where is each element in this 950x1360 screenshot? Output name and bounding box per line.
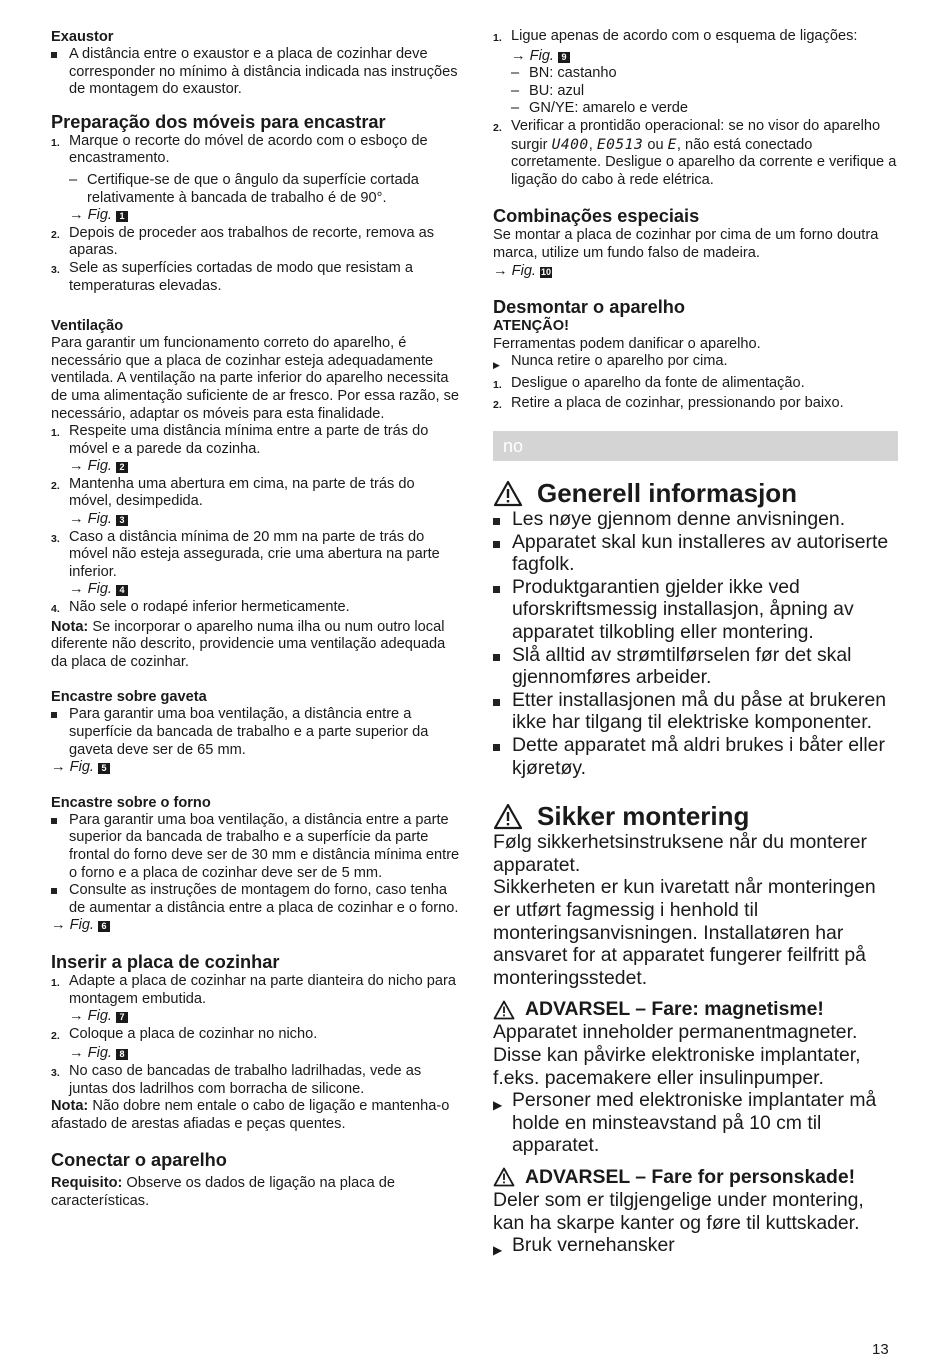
note: Nota: Se incorporar o aparelho numa ilha ou num outro local diferente não descrito, providencie uma ventilação adequada da placa de cozinhar. xyxy=(51,618,446,670)
figure-reference: → Fig. 4 xyxy=(69,581,461,599)
list-item: 4. Não sele o rodapé inferior hermeticamente. xyxy=(51,599,350,616)
list-item: 1. Adapte a placa de cozinhar na parte dianteira do nicho para montagem embutida. xyxy=(51,972,457,1007)
figure-reference: → Fig. 10 xyxy=(493,262,551,279)
section-heading-gaveta: Encastre sobre gaveta xyxy=(51,689,207,706)
paragraph: Følg sikkerhetsinstruksene når du monterer apparatet. xyxy=(493,831,867,876)
warning-title: ADVARSEL – Fare for personskade! xyxy=(493,1166,898,1189)
bullet-square-icon xyxy=(493,518,500,525)
warning-icon xyxy=(493,803,523,830)
page-number: 13 xyxy=(872,1341,889,1358)
section-heading-desmontar: Desmontar o aparelho xyxy=(493,297,686,318)
bullet-square-icon xyxy=(493,586,500,593)
display-code: E xyxy=(667,135,677,153)
requirement: Requisito: Observe os dados de ligação na placa de características. xyxy=(51,1175,395,1209)
figure-reference: → Fig. 2 xyxy=(69,458,461,476)
list-item: 3. Caso a distância mínima de 20 mm na parte de trás do móvel não esteja assegurada, crie uma abertura na parte inferior. xyxy=(51,528,440,580)
list-item: Para garantir uma boa ventilação, a distância entre a superfície da bancada de trabalho e a parte superior da gaveta deve ser de 65 mm. xyxy=(51,706,461,759)
section-heading-preparacao: Preparação dos móveis para encastrar xyxy=(51,111,386,132)
figure-reference: → Fig. 7 xyxy=(69,1008,461,1026)
list-item: 1. Marque o recorte do móvel de acordo com o esboço de encastramento. xyxy=(51,132,428,167)
list-item: Apparatet skal kun installeres av autoriserte fagfolk. xyxy=(493,531,898,576)
paragraph: Para garantir um funcionamento correto do aparelho, é necessário que a placa de cozinhar esteja adequadamente ventilada. A ventilação na parte inferior do aparelho necessita de uma alimentação suficiente de ar fresco. Por essa razão, se necessário, adaptar os móveis para esta finalidade. xyxy=(51,335,460,422)
list-item: Slå alltid av strømtilførselen før det skal gjennomføres arbeider. xyxy=(493,644,898,689)
bullet-square-icon xyxy=(51,712,57,718)
figure-reference: → Fig. 9 xyxy=(511,48,898,66)
list-item: ▶ Nunca retire o aparelho por cima. xyxy=(493,353,898,375)
list-item: Produktgarantien gjelder ikke ved uforskriftsmessig installasjon, åpning av apparatet tilkobling eller montering. xyxy=(493,576,898,644)
bullet-square-icon xyxy=(493,744,500,751)
figure-reference: → Fig. 8 xyxy=(69,1045,461,1063)
list-item: Para garantir uma boa ventilação, a distância entre a parte superior da bancada de trabalho e a superfície da parte frontal do forno deve ser de 30 mm e distância mínima entre o forno e a placa de cozinhar deve ser de 5 mm. xyxy=(51,812,461,882)
figure-reference: → Fig. 3 xyxy=(69,511,461,529)
section-heading-inserir: Inserir a placa de cozinhar xyxy=(51,951,280,972)
section-heading-generell: Generell informasjon xyxy=(493,478,898,508)
list-item: 3. Sele as superfícies cortadas de modo que resistam a temperaturas elevadas. xyxy=(51,259,413,294)
list-item: A distância entre o exaustor e a placa de cozinhar deve corresponder no mínimo à distância indicada nas instruções de montagem do exaustor. xyxy=(51,46,461,99)
paragraph: Ferramentas podem danificar o aparelho. xyxy=(493,335,761,352)
section-heading-conectar: Conectar o aparelho xyxy=(51,1150,227,1171)
list-item: 2. Depois de proceder aos trabalhos de recorte, remova as aparas. xyxy=(51,224,435,259)
list-item: Dette apparatet må aldri brukes i båter eller kjøretøy. xyxy=(493,734,898,779)
section-heading-exaustor: Exaustor xyxy=(51,29,114,45)
bullet-square-icon xyxy=(51,818,57,824)
warning-icon xyxy=(493,1000,515,1020)
list-item: 3. No caso de bancadas de trabalho ladrilhadas, vede as juntas dos ladrilhos com borracha de silicone. xyxy=(51,1062,422,1097)
list-item: – BN: castanho xyxy=(511,65,617,82)
triangle-right-icon: ▶ xyxy=(493,1098,503,1113)
list-item: ▶ Bruk vernehansker xyxy=(493,1234,898,1262)
warning-icon xyxy=(493,480,523,507)
list-item: 2. Mantenha uma abertura em cima, na parte de trás do móvel, desimpedida. xyxy=(51,475,415,510)
list-item: Consulte as instruções de montagem do forno, caso tenha de aumentar a distância entre a placa de cozinhar e o forno. xyxy=(51,882,461,917)
triangle-right-icon: ▶ xyxy=(493,1243,503,1258)
bullet-square-icon xyxy=(493,699,500,706)
right-column xyxy=(493,28,898,1262)
paragraph: Se montar a placa de cozinhar por cima de um forno doutra marca, utilize um fundo falso de madeira. xyxy=(493,227,879,261)
warning-title: ADVARSEL – Fare: magnetisme! xyxy=(493,998,898,1021)
list-item: – GN/YE: amarelo e verde xyxy=(511,100,688,117)
section-heading-combinacoes: Combinações especiais xyxy=(493,206,700,227)
list-item: – Certifique-se de que o ângulo da superfície cortada relativamente à bancada de trabalho é de 90°. xyxy=(69,171,419,206)
triangle-right-icon: ▶ xyxy=(493,360,500,371)
section-heading-sikker: Sikker montering xyxy=(493,801,898,831)
paragraph: Apparatet inneholder permanentmagneter. Disse kan påvirke elektroniske implantater, f.eks. pacemakere eller insulinpumper. xyxy=(493,1021,861,1089)
language-bar: no xyxy=(493,431,898,461)
list-item: Les nøye gjennom denne anvisningen. xyxy=(493,508,898,531)
note: Nota: Não dobre nem entale o cabo de ligação e mantenha-o afastado de arestas afiadas e peças quentes. xyxy=(51,1098,450,1132)
display-code: E0513 xyxy=(596,135,644,153)
attention-label: ATENÇÃO! xyxy=(493,318,569,335)
figure-reference: → Fig. 5 xyxy=(51,759,461,777)
warning-icon xyxy=(493,1167,515,1187)
list-item: ▶ Personer med elektroniske implantater må holde en minsteavstand på 10 cm til apparatet. xyxy=(493,1089,877,1157)
list-item: 1. Ligue apenas de acordo com o esquema de ligações: xyxy=(493,28,858,44)
bullet-square-icon xyxy=(493,541,500,548)
bullet-square-icon xyxy=(51,888,57,894)
list-item: Etter installasjonen må du påse at brukeren ikke har tilgang til elektriske komponenter. xyxy=(493,689,898,734)
figure-reference: → Fig. 6 xyxy=(51,917,461,935)
section-heading-ventilacao: Ventilação xyxy=(51,318,124,335)
bullet-square-icon xyxy=(493,654,500,661)
list-item: 2. Verificar a prontidão operacional: se no visor do aparelho surgir U400, E0513 ou E, não está conectado corretamente. Desligue o aparelho da corrente e verifique a ligação do cabo à rede elétrica. xyxy=(493,117,897,188)
list-item: 2. Coloque a placa de cozinhar no nicho. xyxy=(51,1025,318,1042)
paragraph: Sikkerheten er kun ivaretatt når monteringen er utført fagmessig i henhold til monteringsanvisningen. Installatøren har ansvaret for at apparatet fungerer feilfritt på monteringsstedet. xyxy=(493,876,876,989)
section-heading-forno: Encastre sobre o forno xyxy=(51,794,211,811)
list-item: – BU: azul xyxy=(511,82,585,99)
figure-reference: → Fig. 1 xyxy=(69,207,461,225)
bullet-square-icon xyxy=(51,52,57,58)
paragraph: Deler som er tilgjengelige under montering, kan ha skarpe kanter og føre til kuttskader. xyxy=(493,1188,864,1234)
list-item: 1. Desligue o aparelho da fonte de alimentação. xyxy=(493,374,805,391)
list-item: 2. Retire a placa de cozinhar, pressionando por baixo. xyxy=(493,394,844,411)
left-column xyxy=(51,28,461,1210)
display-code: U400 xyxy=(551,135,589,153)
list-item: 1. Respeite uma distância mínima entre a parte de trás do móvel e a parede da cozinha. xyxy=(51,423,429,457)
